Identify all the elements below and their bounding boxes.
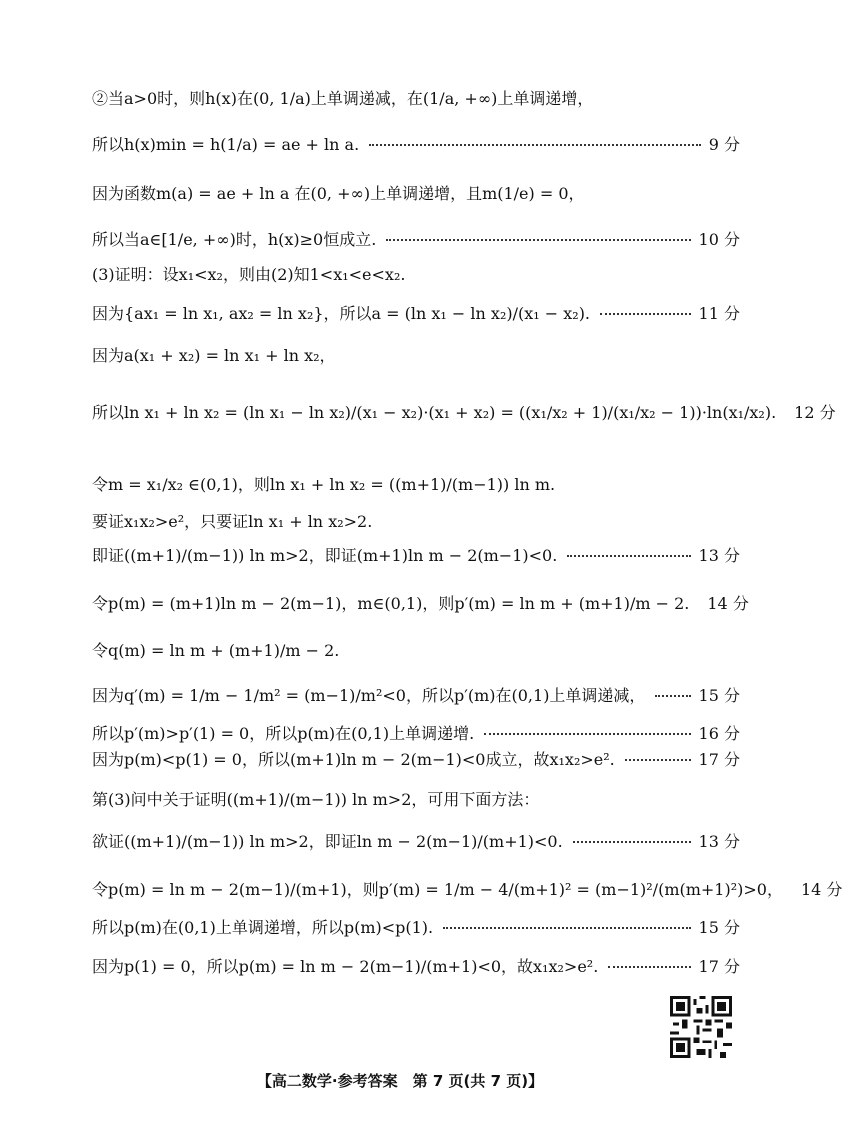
solution-line-20 [92,918,740,938]
score-label: 10 分 [698,230,740,249]
score-label: 14 分 [707,594,749,613]
leader-dots [484,733,690,735]
solution-line-19 [92,880,842,900]
line-text: 所以ln x₁ + ln x₂ = (ln x₁ − ln x₂)/(x₁ − x₂)·(x₁ + x₂) = ((x₁/x₂ + 1)/(x₁/x₂ − 1))·ln(x₁/x₂). [92,403,777,422]
score-label: 14 分 [800,880,842,899]
line-text: 欲证((m+1)/(m−1)) ln m>2，即证ln m − 2(m−1)/(m+1)<0. [92,832,563,851]
solution-line-2 [92,135,740,155]
leader-dots [369,144,701,146]
line-text: 即证((m+1)/(m−1)) ln m>2，即证(m+1)ln m − 2(m−1)<0. [92,546,558,565]
score-label: 15 分 [698,686,740,705]
score-label: 13 分 [698,546,740,565]
line-text: 第(3)问中关于证明((m+1)/(m−1)) ln m>2，可用下面方法： [92,790,540,809]
line-text: 因为a(x₁ + x₂) = ln x₁ + ln x₂， [92,346,336,365]
leader-dots [567,555,690,557]
solution-line-14 [92,686,740,706]
line-text: 因为p(1) = 0，所以p(m) = ln m − 2(m−1)/(m+1)<0，故x₁x₂>e². [92,957,599,976]
score-label: 13 分 [698,832,740,851]
score-label: 17 分 [698,957,740,976]
score-label: 16 分 [698,724,740,743]
solution-line-4 [92,230,740,250]
solution-line-1 [92,89,740,109]
solution-line-15 [92,724,740,744]
solution-line-7 [92,346,740,366]
leader-dots [573,841,691,843]
leader-dots [386,239,690,241]
line-text: ②当a>0时，则h(x)在(0, 1/a)上单调递减，在(1/a, +∞)上单调递增， [92,89,594,108]
solution-line-17 [92,790,740,810]
line-text: 所以h(x)min = h(1/a) = ae + ln a. [92,135,360,154]
solution-line-10 [92,512,740,532]
solution-line-13 [92,641,740,661]
leader-dots [443,927,690,929]
solution-line-16 [92,750,740,770]
leader-dots [655,695,690,697]
solution-line-12 [92,594,749,614]
line-text: 因为p(m)<p(1) = 0，所以(m+1)ln m − 2(m−1)<0成立，故x₁x₂>e². [92,750,615,769]
line-text: (3)证明：设x₁<x₂，则由(2)知1<x₁<e<x₂. [92,265,406,284]
line-text: 因为q′(m) = 1/m − 1/m² = (m−1)/m²<0，所以p′(m)在(0,1)上单调递减， [92,686,646,705]
score-label: 9 分 [708,135,740,154]
line-text: 因为{ax₁ = ln x₁, ax₂ = ln x₂}，所以a = (ln x₁ − ln x₂)/(x₁ − x₂). [92,304,591,323]
solution-line-5 [92,265,740,285]
score-label: 15 分 [698,918,740,937]
line-text: 令q(m) = ln m + (m+1)/m − 2. [92,641,340,660]
line-text: 令m = x₁/x₂ ∈(0,1)，则ln x₁ + ln x₂ = ((m+1)/(m−1)) ln m. [92,475,556,494]
solution-line-6 [92,304,740,324]
solution-line-3 [92,184,740,204]
score-label: 12 分 [794,403,836,422]
line-text: 所以p′(m)>p′(1) = 0，所以p(m)在(0,1)上单调递增. [92,724,475,743]
solution-line-8 [92,403,836,423]
solution-line-9 [92,475,740,495]
score-label: 11 分 [698,304,740,323]
solution-line-21 [92,957,740,977]
leader-dots [608,966,690,968]
page-footer: 【高二数学·参考答案 第 7 页(共 7 页)】 [256,1072,544,1090]
line-text: 令p(m) = ln m − 2(m−1)/(m+1)，则p′(m) = 1/m − 4/(m+1)² = (m−1)²/(m(m+1)²)>0， [92,880,783,899]
line-text: 所以p(m)在(0,1)上单调递增，所以p(m)<p(1). [92,918,434,937]
score-label: 17 分 [698,750,740,769]
line-text: 要证x₁x₂>e²，只要证ln x₁ + ln x₂>2. [92,512,373,531]
qr-code-icon [670,996,732,1058]
line-text: 所以当a∈[1/e, +∞)时，h(x)≥0恒成立. [92,230,377,249]
leader-dots [625,759,691,761]
line-text: 令p(m) = (m+1)ln m − 2(m−1)，m∈(0,1)，则p′(m) = ln m + (m+1)/m − 2. [92,594,690,613]
solution-line-18 [92,832,740,852]
line-text: 因为函数m(a) = ae + ln a 在(0, +∞)上单调递增，且m(1/e) = 0， [92,184,585,203]
leader-dots [600,313,691,315]
solution-line-11 [92,546,740,566]
